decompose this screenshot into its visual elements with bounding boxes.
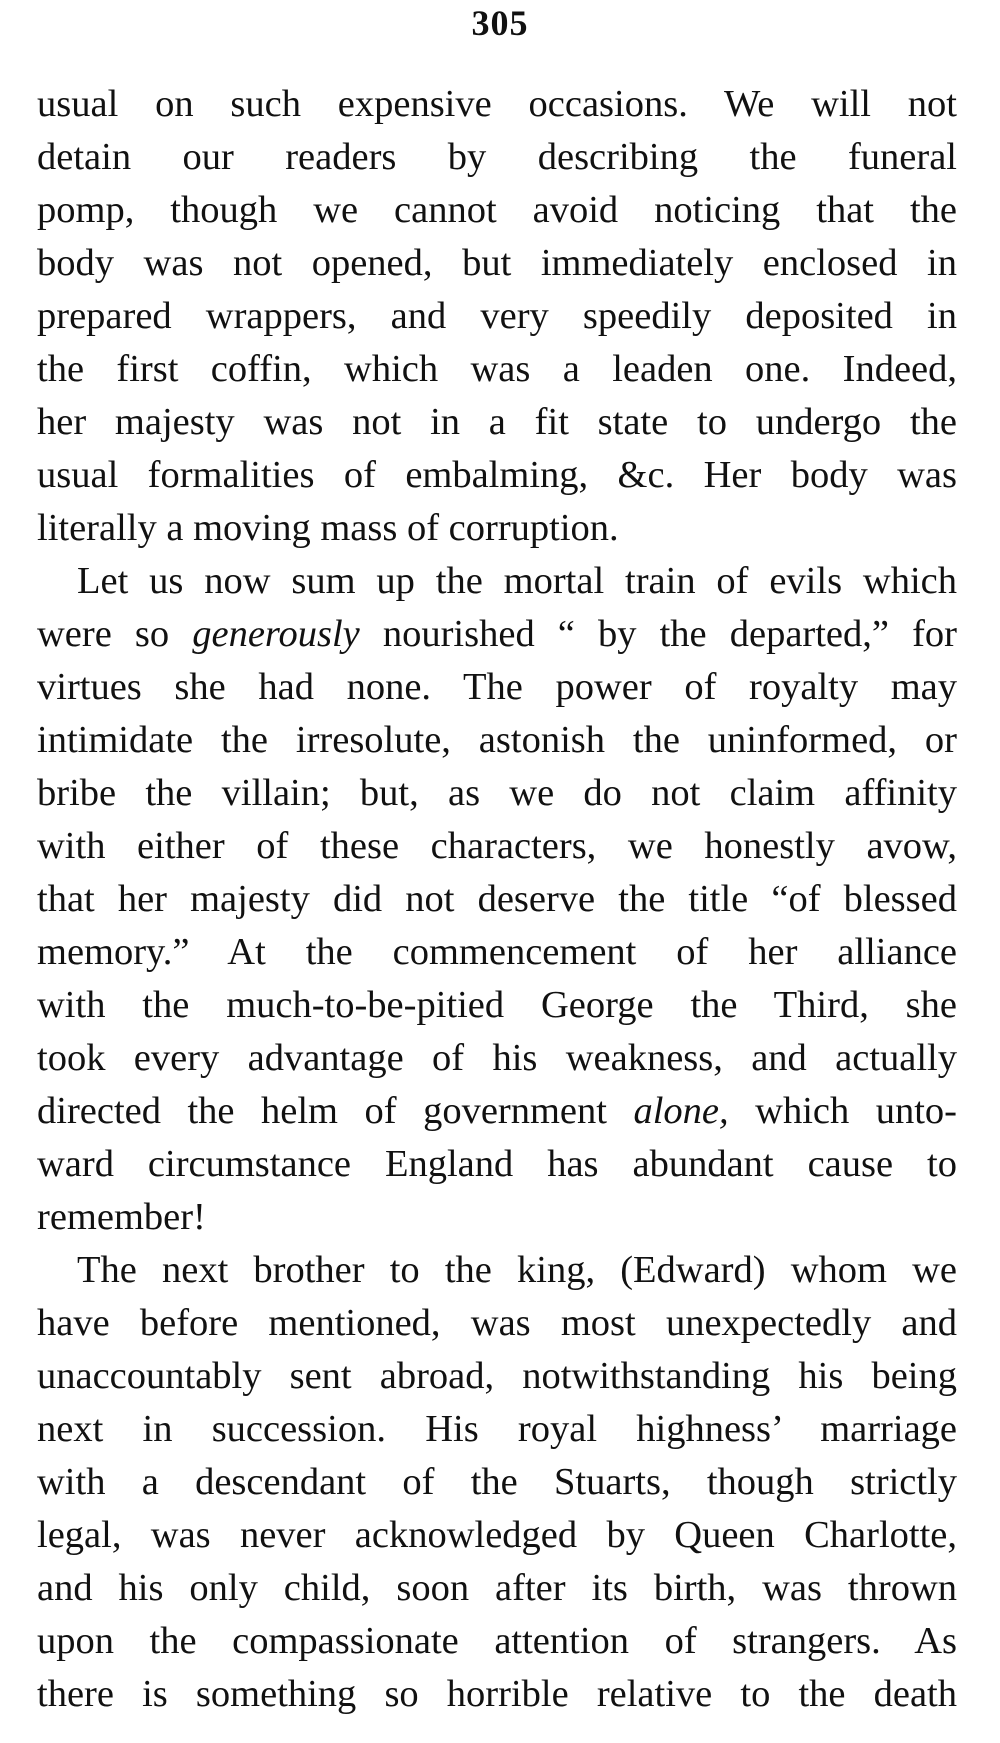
text-segment: prepared wrappers, and very speedily deposited in xyxy=(37,295,957,337)
text-segment: and his only child, soon after its birth, was thrown xyxy=(37,1567,957,1609)
text-segment: have before mentioned, was most unexpectedly and xyxy=(37,1302,957,1344)
text-line xyxy=(37,1350,957,1403)
text-line xyxy=(37,926,957,979)
text-line xyxy=(37,714,957,767)
text-line xyxy=(37,1138,957,1191)
text-line xyxy=(37,1615,957,1668)
text-segment: usual formalities of embalming, &c. Her body was xyxy=(37,454,957,496)
text-segment: body was not opened, but immediately enclosed in xyxy=(37,242,957,284)
text-segment: remember! xyxy=(37,1196,206,1238)
text-segment: were so xyxy=(37,613,193,655)
text-segment: upon the compassionate attention of strangers. As xyxy=(37,1620,957,1662)
text-line xyxy=(37,1085,957,1138)
text-segment: unaccountably sent abroad, notwithstanding his being xyxy=(37,1355,957,1397)
text-segment: with a descendant of the Stuarts, though strictly xyxy=(37,1461,957,1503)
text-segment: with either of these characters, we honestly avow, xyxy=(37,825,957,867)
text-segment: pomp, though we cannot avoid noticing that the xyxy=(37,189,957,231)
text-line xyxy=(37,820,957,873)
text-segment: memory.” At the commencement of her alliance xyxy=(37,931,957,973)
text-segment: virtues she had none. The power of royalty may xyxy=(37,666,957,708)
text-line xyxy=(37,131,957,184)
text-line xyxy=(37,184,957,237)
text-line xyxy=(37,1668,957,1721)
text-line xyxy=(37,661,957,714)
text-segment: with the much-to-be-pitied George the Third, she xyxy=(37,984,957,1026)
text-segment: took every advantage of his weakness, and actually xyxy=(37,1037,957,1079)
text-segment: directed the helm of government xyxy=(37,1090,634,1132)
text-segment: bribe the villain; but, as we do not claim affinity xyxy=(37,772,957,814)
text-segment: that her majesty did not deserve the title “of blessed xyxy=(37,878,957,920)
italic-text: alone, xyxy=(633,1090,729,1132)
text-line xyxy=(37,1403,957,1456)
text-segment: next in succession. His royal highness’ marriage xyxy=(37,1408,957,1450)
text-segment: her majesty was not in a fit state to undergo the xyxy=(37,401,957,443)
text-line xyxy=(37,1191,957,1244)
text-line xyxy=(37,449,957,502)
text-line xyxy=(37,237,957,290)
text-segment: ward circumstance England has abundant cause to xyxy=(37,1143,957,1185)
text-line xyxy=(37,290,957,343)
text-line xyxy=(37,1509,957,1562)
text-line xyxy=(37,343,957,396)
text-segment: nourished “ by the departed,” for xyxy=(359,613,957,655)
text-line xyxy=(37,1456,957,1509)
text-line xyxy=(37,873,957,926)
text-segment: the first coffin, which was a leaden one. Indeed, xyxy=(37,348,957,390)
text-line xyxy=(37,1562,957,1615)
text-line xyxy=(37,1244,957,1297)
text-segment: The next brother to the king, (Edward) whom we xyxy=(77,1249,957,1291)
text-line xyxy=(37,396,957,449)
text-segment: usual on such expensive occasions. We will not xyxy=(37,83,957,125)
text-line xyxy=(37,979,957,1032)
page-number: 305 xyxy=(471,3,529,43)
text-segment: detain our readers by describing the funeral xyxy=(37,136,957,178)
italic-text: generously xyxy=(192,613,360,655)
text-segment: literally a moving mass of corruption. xyxy=(37,507,619,549)
text-line xyxy=(37,608,957,661)
text-segment: there is something so horrible relative to the death xyxy=(37,1673,957,1715)
text-line xyxy=(37,502,957,555)
text-segment: which unto- xyxy=(728,1090,957,1132)
text-segment: Let us now sum up the mortal train of evils which xyxy=(77,560,957,602)
body-text xyxy=(37,78,957,1721)
text-line xyxy=(37,555,957,608)
text-line xyxy=(37,1032,957,1085)
text-segment: legal, was never acknowledged by Queen Charlotte, xyxy=(37,1514,957,1556)
text-line xyxy=(37,78,957,131)
text-line xyxy=(37,1297,957,1350)
text-segment: intimidate the irresolute, astonish the uninformed, or xyxy=(37,719,957,761)
text-line xyxy=(37,767,957,820)
